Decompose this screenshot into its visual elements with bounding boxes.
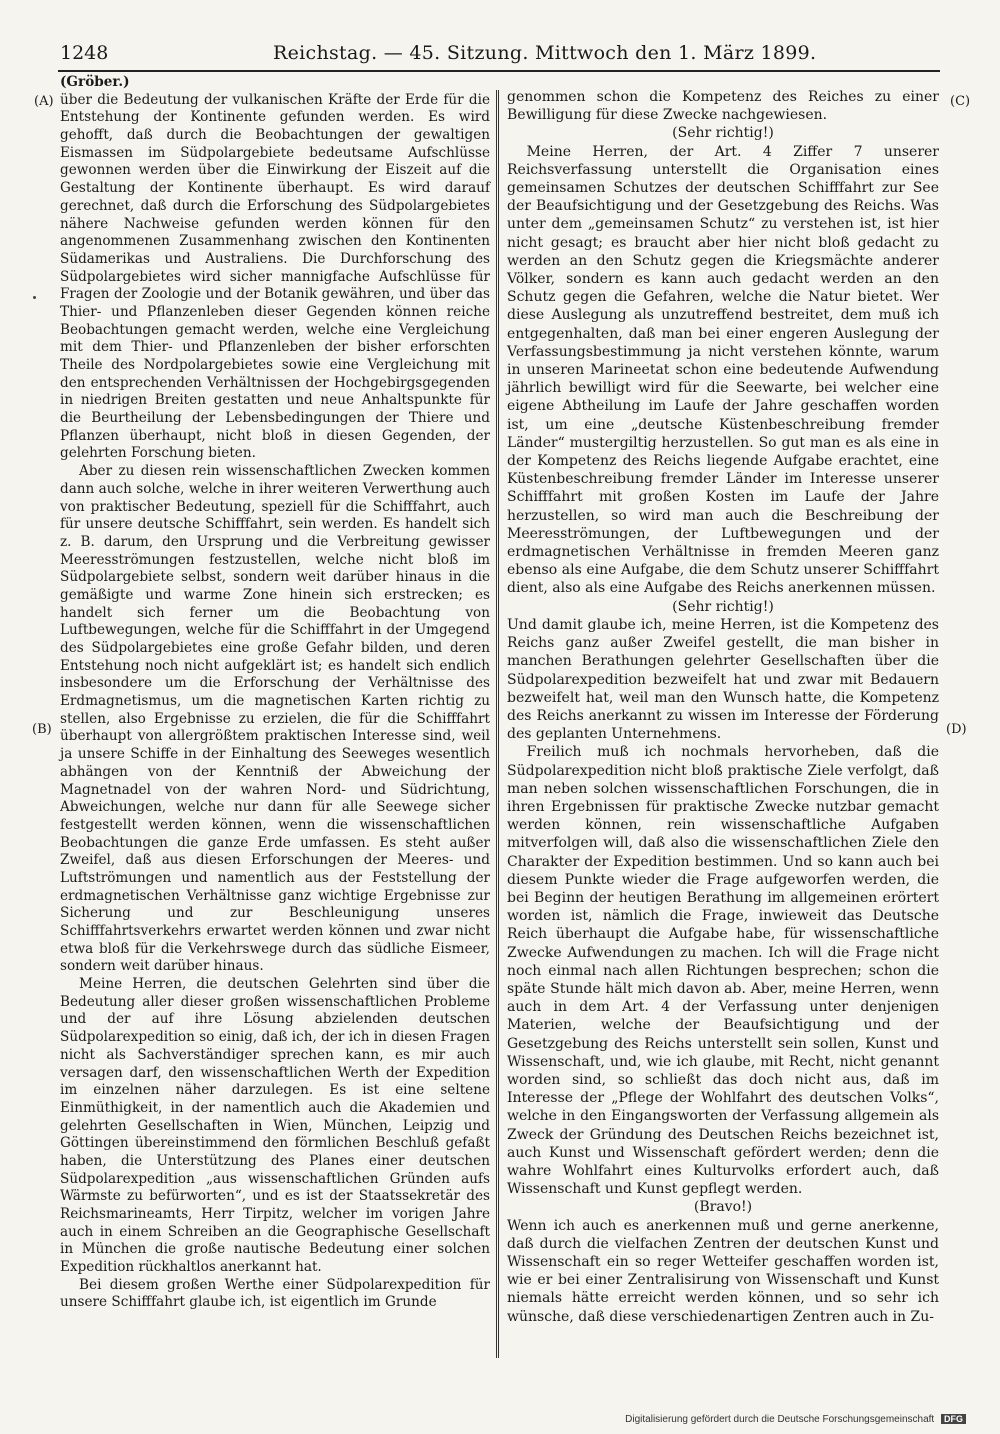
paragraph: über die Bedeutung der vulkanischen Kräfte der Erde für die Entstehung der Kontinente gefunden werden. Es wird gehofft, daß durch die Beobachtungen der gewaltigen Eismassen im Südpolargebiete bedeutsame Aufschlüsse gewonnen werden über die Einwirkung der Eiszeit auf die Gestaltung der Kontinente überhaupt. Es wird darauf gerechnet, daß durch die Erforschung des Südpolargebietes nähere Nachweise gefunden werden können für den angenommenen Zusammenhang zwischen den Kontinenten Südamerikas und Australiens. Die Durchforschung des Südpolargebietes wird sicher mannigfache Aufschlüsse für Fragen der Zoologie und der Botanik gewähren, und über das Thier- und Pflanzenleben dieser Gegenden können reiche Beobachtungen gemacht werden, welche eine Vergleichung mit dem Thier- und Pflanzenleben der bisher erforschten Theile des Nordpolargebietes sowie eine Vergleichung mit den entsprechenden Verhältnissen der Hochgebirgsgegenden in niedrigen Breiten gestatten und neue Anhaltspunkte für die Beurtheilung der Lebensbedingungen der Thiere und Pflanzen überhaupt, nicht bloß in diesen Gegenden, der gelehrten Forschung bieten. [60,91,490,462]
running-title: Reichstag. — 45. Sitzung. Mittwoch den 1. März 1899. [273,42,817,64]
header-rule [58,70,940,72]
interjection: (Sehr richtig!) [672,598,774,615]
paragraph: genommen schon die Kompetenz des Reiches zu einer Bewilligung für diese Zwecke nachgewiesen. [507,89,939,124]
page-number: 1248 [60,42,109,64]
paragraph: Bei diesem großen Werthe einer Südpolarexpedition für unsere Schifffahrt glaube ich, ist eigentlich im Grunde [60,1276,490,1311]
interjection: (Sehr richtig!) [672,125,774,142]
right-column [507,88,939,1328]
column-divider [496,90,500,1358]
paragraph: Meine Herren, die deutschen Gelehrten sind über die Bedeutung aller dieser großen wissenschaftlichen Probleme und der auf ihre Lösung abzielenden deutschen Südpolarexpedition so einig, daß ich, der ich in diesen Fragen nicht als Sachverständiger sprechen kann, es mir auch versagen darf, den wissenschaftlichen Werth der Expedition im einzelnen näher darzulegen. Es ist eine seltene Einmüthigkeit, in der namentlich auch die Akademien und gelehrten Gesellschaften in Wien, München, Leipzig und Göttingen übereinstimmend den förmlichen Beschluß gefaßt haben, die Unterstützung des Planes einer deutschen Südpolarexpedition „aus wissenschaftlichen Gründen aufs Wärmste zu befürworten“, und es ist der Staatssekretär des Reichsmarineamts, Herr Tirpitz, welcher im vorigen Jahre auch in einem Schreiben an die Geographische Gesellschaft in München die große nautische Bedeutung einer solchen Expedition rückhaltlos anerkannt hat. [60,976,490,1276]
digitization-credit [625,1414,966,1425]
interjection: (Bravo!) [693,1199,753,1216]
paragraph: Wenn ich auch es anerkennen muß und gerne anerkenne, daß durch die vielfachen Zentren der deutschen Kunst und Wissenschaft ein so reger Wetteifer geschaffen worden ist, wie er bei einer Zentralisirung von Wissenschaft und Kunst niemals hätte erreicht werden können, und so sehr ich wünsche, daß diese verschiedenartigen Zentren auch in Zu- [507,1217,939,1325]
left-column [60,74,490,1330]
paragraph: Meine Herren, der Art. 4 Ziffer 7 unserer Reichsverfassung unterstellt die Organisation eines gemeinsamen Schutzes der deutschen Schifffahrt zur See der Beaufsichtigung und der Gesetzgebung des Reichs. Was unter dem „gemeinsamen Schutz“ zu verstehen ist, ist hier nicht gesagt; es braucht aber hier nicht bloß gedacht zu werden an den Schutz gegen die Kriegsmächte anderer Völker, sondern es kann auch gedacht werden an den Schutz gegen die Gefahren, welche die Natur bietet. Wer diese Auslegung als unzutreffend bestreitet, dem muß ich entgegenhalten, daß man bei einer engeren Auslegung der Verfassungsbestimmung ja nicht verstehen könnte, warum in unseren Marineetat schon eine bedeutende Aufwendung jährlich bewilligt wird für die Seewarte, bei welcher eine eigene Abtheilung im Laufe der Jahre geschaffen worden ist, um eine „deutsche Küstenbeschreibung fremder Länder“ mustergiltig herzustellen. So gut man es als eine in der Kompetenz des Reichs liegende Aufgabe erachtet, eine Küstenbeschreibung fremder Länder im Interesse unserer Schifffahrt mit großen Kosten im Laufe der Jahre herzustellen, so wird man auch die Beschreibung der Meeresströmungen, der Luftbewegungen und der erdmagnetischen Verhältnisse in fremden Meeren ganz ebenso als eine Aufgabe, die dem Schutz unserer Schifffahrt dient, also als eine Aufgabe des Reichs anerkennen müssen. [507,143,939,597]
page-header [58,42,938,68]
margin-mark-c: (C) [950,94,971,109]
speaker-name: (Gröber.) [60,74,130,90]
margin-mark-d: (D) [946,722,967,737]
margin-dot [33,296,36,299]
dfg-logo: DFG [941,1414,966,1424]
paragraph: Freilich muß ich nochmals hervorheben, daß die Südpolarexpedition nicht bloß praktische Ziele verfolgt, daß man neben solchen wissenschaftlichen Forschungen, die in ihren Ergebnissen für praktische Zwecke nutzbar gemacht werden können, rein wissenschaftliche Aufgaben mitverfolgen will, daß also die wissenschaftlichen Ziele den Charakter der Expedition bestimmen. Und so kann auch bei diesem Punkte wieder die Frage aufgeworfen werden, die bei Beginn der heutigen Berathung im allgemeinen erörtert worden ist, nämlich die Frage, inwieweit das Deutsche Reich überhaupt die Aufgabe habe, für wissenschaftliche Zwecke Aufwendungen zu machen. Ich will die Frage nicht noch einmal nach allen Richtungen besprechen; schon die späte Stunde hält mich davon ab. Aber, meine Herren, wenn auch in dem Art. 4 der Verfassung unter denjenigen Materien, welche der Beaufsichtigung und der Gesetzgebung des Reichs unterstellt sein sollen, Kunst und Wissenschaft, und, wie ich glaube, mit Recht, nicht genannt worden sind, so schließt das doch nicht aus, daß im Interesse der „Pflege der Wohlfahrt des deutschen Volks“, welche in den Eingangsworten der Verfassung allgemein als Zweck der Gründung des Deutschen Reichs bezeichnet ist, auch Kunst und Wissenschaft gefördert werden; denn die wahre Wohlfahrt eines Kulturvolks erfordert auch, daß Wissenschaft und Kunst gepflegt werden. [507,744,939,1198]
paragraph: Und damit glaube ich, meine Herren, ist die Kompetenz des Reichs ganz außer Zweifel gestellt, die man bisher in manchen Berathungen gelehrter Gesellschaften über die Südpolarexpedition bezweifelt hat und zwar mit Bedauern bezweifelt hat, weil man den Wunsch hatte, die Kompetenz des Reichs anerkannt zu wissen im Interesse der Förderung des geplanten Unternehmens. [507,616,939,743]
margin-mark-a: (A) [34,94,54,109]
paragraph: Aber zu diesen rein wissenschaftlichen Zwecken kommen dann auch solche, welche in ihrer weiteren Verwerthung auch von praktischer Bedeutung, speziell für die Schifffahrt, auch für unsere deutsche Schifffahrt, sein werden. Es handelt sich z. B. darum, den Ursprung und die Verbreitung gewisser Meeresströmungen festzustellen, welche nicht bloß im Südpolargebiete selbst, sondern weit darüber hinaus in die gemäßigte und warme Zone hinein sich erstrecken; es handelt sich ferner um die Beobachtung von Luftbewegungen, welche für die Schifffahrt in der Umgegend des Südpolargebietes eine große Gefahr bilden, und deren Entstehung noch nicht aufgeklärt ist; es handelt sich endlich insbesondere um die Erforschung der Verhältnisse des Erdmagnetismus, um die magnetischen Karten richtig zu stellen, also Ergebnisse zu erzielen, die für die Schifffahrt überhaupt von allergrößtem praktischen Interesse sind, weil ja unsere Schiffe in der Einhaltung des Seeweges wesentlich abhängen von der Kenntniß der Abweichung der Magnetnadel von der wahren Nord- und Südrichtung, Abweichungen, welche nur dann für alle Seewege sicher festgestellt werden können, wenn die wissenschaftlichen Beobachtungen die ganze Erde umfassen. Es steht außer Zweifel, daß aus diesen Erforschungen der Meeres- und Luftströmungen und namentlich aus der Feststellung der erdmagnetischen Verhältnisse ganz wichtige Ergebnisse zur Sicherung und zur Beschleunigung unseres Schifffahrtsverkehrs erwartet werden können und zwar nicht etwa bloß für die Verkehrswege durch das südliche Eismeer, sondern weit darüber hinaus. [60,463,490,975]
credit-text: Digitalisierung gefördert durch die Deutsche Forschungsgemeinschaft [625,1414,935,1425]
margin-mark-b: (B) [32,722,52,737]
